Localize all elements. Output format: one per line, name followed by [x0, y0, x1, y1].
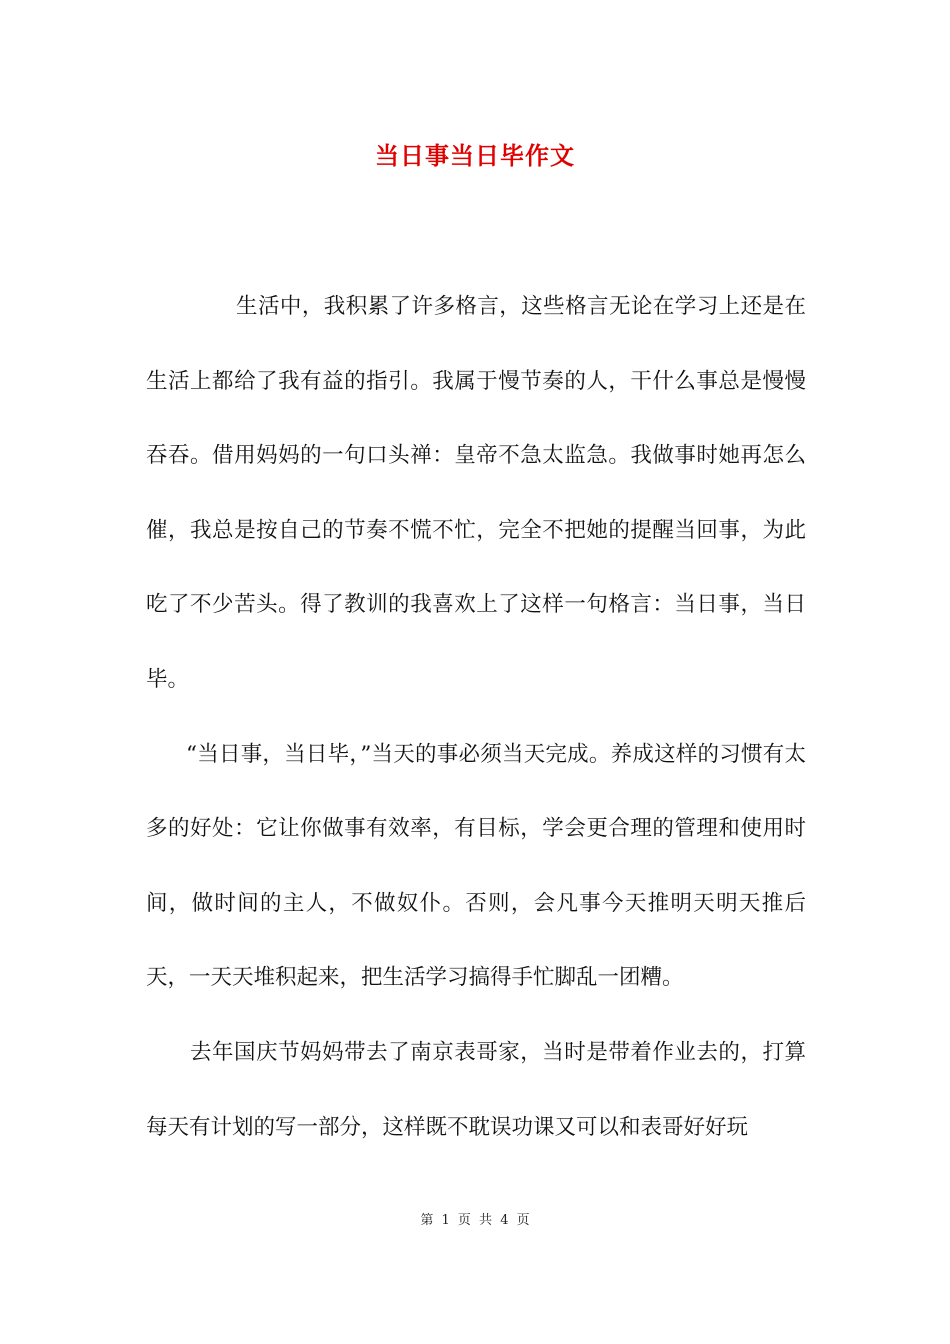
- document-body: [146, 270, 806, 1165]
- page-number-footer: 第 1 页 共 4 页: [420, 1213, 530, 1228]
- document-title: 当日事当日毕作文: [375, 141, 575, 170]
- paragraph-3: 去年国庆节妈妈带去了南京表哥家，当时是带着作业去的，打算每天有计划的写一部分，这样既不耽误功课又可以和表哥好好玩: [146, 1039, 806, 1140]
- paragraph-1: 生活中，我积累了许多格言，这些格言无论在学习上还是在生活上都给了我有益的指引。我属于慢节奏的人，干什么事总是慢慢吞吞。借用妈妈的一句口头禅：皇帝不急太监急。我做事时她再怎么催，我总是按自己的节奏不慌不忙，完全不把她的提醒当回事，为此吃了不少苦头。得了教训的我喜欢上了这样一句格言：当日事，当日毕。: [146, 294, 806, 692]
- paragraph-2: “当日事，当日毕，”当天的事必须当天完成。养成这样的习惯有太多的好处：它让你做事有效率，有目标，学会更合理的管理和使用时间，做时间的主人，不做奴仆。否则，会凡事今天推明天明天推后天，一天天堆积起来，把生活学习搞得手忙脚乱一团糟。: [146, 741, 806, 991]
